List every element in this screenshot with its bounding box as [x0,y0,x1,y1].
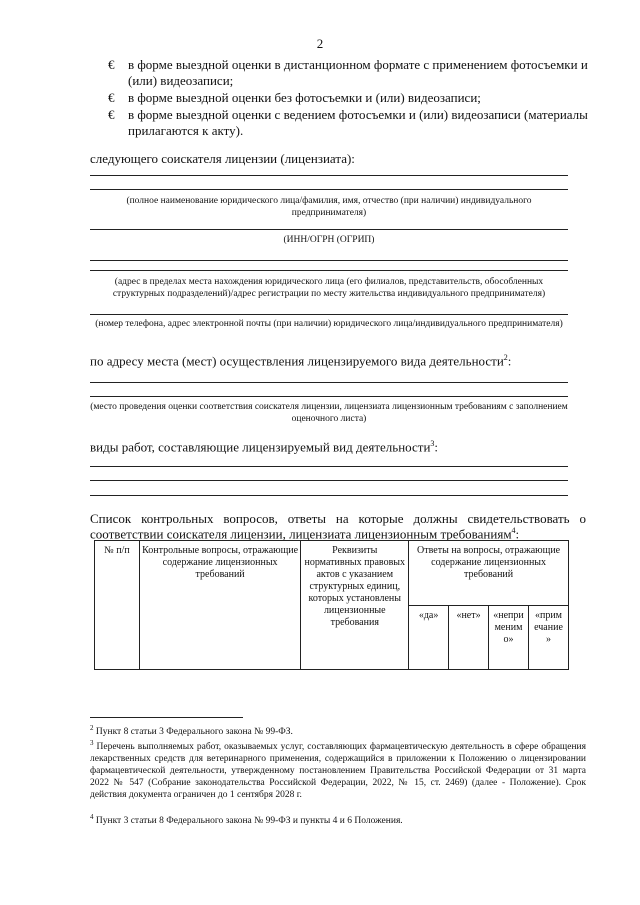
fill-line [90,189,568,190]
option-with-photo [108,107,596,139]
euro-checkbox-icon: € [108,90,115,105]
header-answer-no: «нет» [449,606,489,670]
header-answer-na: «непри меним о» [489,606,529,670]
caption-name: (полное наименование юридического лица/фамилия, имя, отчество (при наличии) индивидуального предпринимателя) [126,196,532,218]
euro-checkbox-icon: € [108,57,115,72]
questions-table [94,540,569,670]
header-answer-note: «прим ечание » [528,606,568,670]
caption-phone: (номер телефона, адрес электронной почты (при наличии) юридического лица/индивидуального предпринимателя) [95,319,563,329]
fill-line [90,229,568,230]
footnote-3: $^3$ Перечень выполняемых работ, оказываемых услуг, составляющих фармацевтическую деятельность в сфере обращения лекарственных средств для ветеринарного применения, содержащийся в приложении к Положению о лицензировании фармацевтической деятельности, утвержденному постановлением Правительства Российской Федерации от 31 марта 2022 № 547 (Собрание законодательства Российской Федерации, 2022, № 15, ст. 2469) (далее - Положение). Срок действия документа ограничен до 1 сентября 2028 г. [90,739,586,801]
footnote-4: $^4$ Пункт 3 статьи 8 Федерального закона № 99-ФЗ и пункты 4 и 6 Положения. [90,813,403,827]
fill-line [90,175,568,176]
caption-inn: (ИНН/ОГРН (ОГРИП) [283,235,375,245]
page-number: 2 [316,36,324,51]
header-questions: Контрольные вопросы, отражающие содержание лицензионных требований [139,541,301,670]
euro-checkbox-icon: € [108,107,115,122]
option-text: в форме выездной оценки без фотосъемки и (или) видеозаписи; [128,90,481,105]
applicant-heading: следующего соискателя лицензии (лицензиата): [90,151,355,166]
fill-line [90,382,568,383]
questions-heading-line1: Список контрольных вопросов, ответы на которые должны свидетельствовать о [90,511,586,526]
address-heading: по адресу места (мест) осуществления лицензируемого вида деятельности$^2$: [90,353,512,369]
fill-line [90,396,568,397]
footnote-2: $^2$ Пункт 8 статьи 3 Федерального закона № 99-ФЗ. [90,724,293,738]
header-num: № п/п [95,541,140,670]
header-answers: Ответы на вопросы, отражающие содержание лицензионных требований [409,541,569,606]
questions-heading-line2: соответствии соискателя лицензии, лицензиата лицензионным требованиям$^4$: [90,526,520,542]
works-heading: виды работ, составляющие лицензируемый вид деятельности$^3$: [90,439,439,455]
header-answer-yes: «да» [409,606,449,670]
fill-line [90,466,568,467]
option-text: в форме выездной оценки в дистанционном формате с применением фотосъемки и (или) видеозаписи; [128,57,588,88]
fill-line [90,495,568,496]
fill-line [90,260,568,261]
option-text: в форме выездной оценки с ведением фотосъемки и (или) видеозаписи (материалы прилагаются к акту). [128,107,588,138]
footnote-separator [90,717,243,718]
caption-place: (место проведения оценки соответствия соискателя лицензии, лицензиата лицензионным требованиям с заполнением оценочного листа) [90,402,568,424]
caption-address: (адрес в пределах места нахождения юридического лица (его филиалов, представительств, обособленных структурных подразделений)/адрес регистрации по месту жительства индивидуального предпринимателя) [112,277,546,299]
option-no-photo [108,90,596,106]
fill-line [90,314,568,315]
fill-line [90,270,568,271]
option-remote-photo [108,57,596,89]
header-requisites: Реквизиты нормативных правовых актов с указанием структурных единиц, которых установлены лицензионные требования [301,541,409,670]
fill-line [90,480,568,481]
